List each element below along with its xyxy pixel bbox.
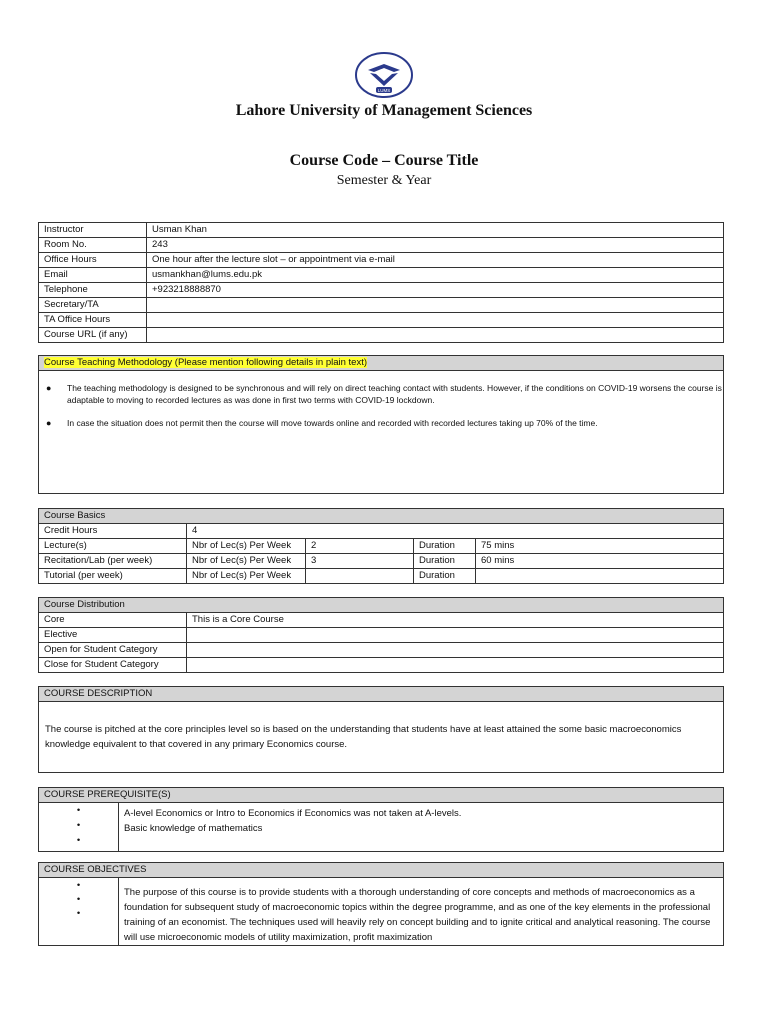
- objectives-heading: COURSE OBJECTIVES: [39, 863, 724, 878]
- course-title: Course Code – Course Title: [289, 152, 479, 169]
- distribution-heading: Course Distribution: [39, 598, 724, 613]
- objectives-text: The purpose of this course is to provide students with a thorough understanding of core concepts and methods of macroeconomics as a foundation for subsequent study of macroeconomic topics within the degree programme, and as one of the key elements in the professional training of an economist. The techniques used will heavily rely on concept building and to ignite critical and analytical reasoning. The course will use microeconomic models of utility maximization, profit maximization: [119, 878, 724, 946]
- table-row: Course URL (if any): [39, 328, 724, 343]
- course-distribution-table: [38, 597, 724, 673]
- logo-text: LUMS: [377, 88, 391, 93]
- table-row: Email usmankhan@lums.edu.pk: [39, 268, 724, 283]
- table-row: Instructor Usman Khan: [39, 223, 724, 238]
- list-item: [39, 878, 724, 946]
- table-row: Room No. 243: [39, 238, 724, 253]
- course-description-box: [38, 686, 724, 773]
- table-row: Elective: [39, 628, 724, 643]
- table-row: Secretary/TA: [39, 298, 724, 313]
- table-row: Lecture(s) Nbr of Lec(s) Per Week 2 Duration 75 mins: [39, 539, 724, 554]
- list-item: ● In case the situation does not permit then the course will move towards online and recorded with recorded lectures taking up 70% of the time.: [46, 418, 598, 428]
- prerequisites-table: [38, 787, 724, 852]
- list-item: • • • A-level Economics or Intro to Economics if Economics was not taken at A-levels. Basic knowledge of mathematics: [39, 803, 724, 852]
- table-row: Office Hours One hour after the lecture slot – or appointment via e-mail: [39, 253, 724, 268]
- bullet-icon: • • •: [39, 803, 119, 852]
- list-item: ● The teaching methodology is designed to be synchronous and will rely on direct teaching contact with students. However, if the conditions on COVID-19 worsens the course is adaptable to moving to recorded lectures as was done in first two terms with COVID-19 lockdown.: [46, 383, 722, 405]
- methodology-box: [38, 355, 724, 494]
- bullet-icon: ●: [46, 418, 52, 428]
- methodology-heading: Course Teaching Methodology (Please mention following details in plain text): [39, 356, 723, 371]
- table-row: Telephone +923218888870: [39, 283, 724, 298]
- objectives-table: [38, 862, 724, 946]
- instructor-table: [38, 222, 724, 343]
- table-row: Credit Hours 4: [39, 524, 724, 539]
- email-value[interactable]: usmankhan@lums.edu.pk: [147, 268, 724, 283]
- description-text: The course is pitched at the core principles level so is based on the understanding that students have at least attained the some basic macroeconomics knowledge equivalent to that covered in any primary Economics course.: [45, 724, 682, 750]
- course-basics-table: [38, 508, 724, 584]
- description-heading: COURSE DESCRIPTION: [39, 687, 723, 702]
- prerequisites-heading: COURSE PREREQUISITE(S): [39, 788, 724, 803]
- table-row: Tutorial (per week) Nbr of Lec(s) Per Week Duration: [39, 569, 724, 584]
- bullet-icon: • • •: [39, 878, 119, 946]
- table-row: Close for Student Category: [39, 658, 724, 673]
- lums-logo: [354, 50, 414, 100]
- bullet-icon: ●: [46, 383, 52, 393]
- semester-year: Semester & Year: [336, 173, 432, 188]
- table-row: Core This is a Core Course: [39, 613, 724, 628]
- table-row: Recitation/Lab (per week) Nbr of Lec(s) Per Week 3 Duration 60 mins: [39, 554, 724, 569]
- basics-heading: Course Basics: [39, 509, 724, 524]
- table-row: Open for Student Category: [39, 643, 724, 658]
- table-row: TA Office Hours: [39, 313, 724, 328]
- university-name: Lahore University of Management Sciences: [235, 102, 533, 119]
